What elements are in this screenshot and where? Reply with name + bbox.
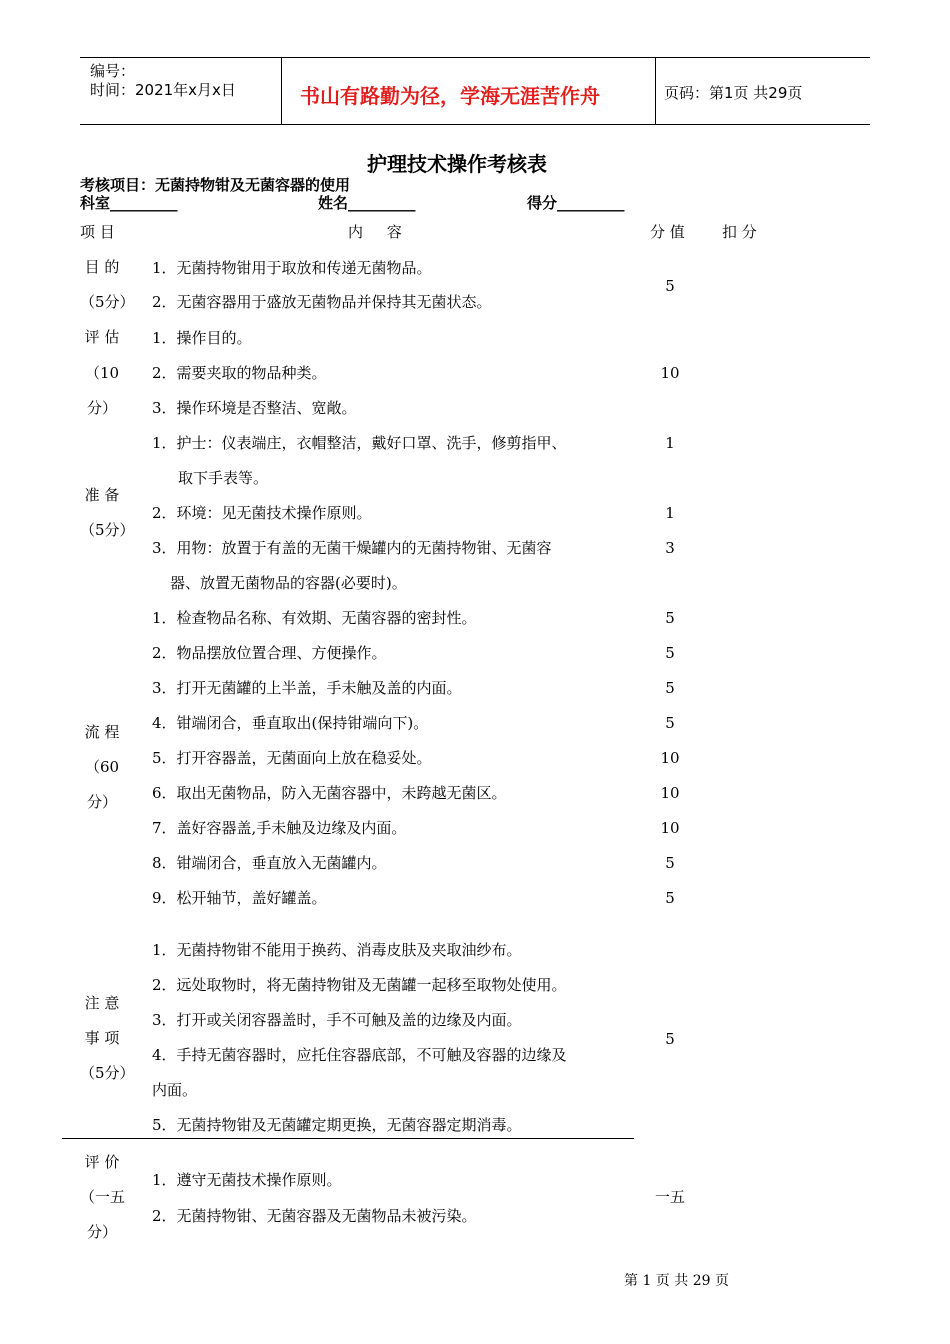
- notes-line-6: 5．无菌持物钳及无菌罐定期更换，无菌容器定期消毒。: [152, 1116, 522, 1134]
- section-divider: [62, 1138, 634, 1139]
- assess-name: 评 估: [84, 328, 120, 346]
- process-score-2: 5: [665, 644, 675, 662]
- notes-name-2: 事 项: [84, 1029, 120, 1047]
- process-name: 流 程: [84, 723, 120, 741]
- notes-name-1: 注 意: [84, 994, 120, 1012]
- process-score-8: 5: [665, 854, 675, 872]
- process-score-9: 5: [665, 889, 675, 907]
- evaluate-name: 评 价: [84, 1153, 120, 1171]
- evaluate-score: 一五: [654, 1188, 685, 1206]
- prepare-score-1: 1: [665, 434, 675, 452]
- assess-line-1: 1．操作目的。: [152, 329, 252, 347]
- process-line-5: 5．打开容器盖，无菌面向上放在稳妥处。: [152, 749, 432, 767]
- assess-points-1: （10: [84, 364, 120, 382]
- process-line-2: 2．物品摆放位置合理、方便操作。: [152, 644, 387, 662]
- doc-number-label: 编号：: [90, 62, 136, 80]
- process-line-6: 6．取出无菌物品，防入无菌容器中，未跨越无菌区。: [152, 784, 507, 802]
- project-line: 考核项目：无菌持物钳及无菌容器的使用: [80, 176, 351, 194]
- prepare-line-5: 器、放置无菌物品的容器(必要时)。: [170, 574, 407, 592]
- col-value: 分 值: [650, 223, 685, 241]
- notes-score: 5: [665, 1030, 675, 1048]
- evaluate-points-1: （一五: [80, 1188, 126, 1206]
- page-info: 页码：第1页 共29页: [664, 84, 803, 102]
- process-score-6: 10: [660, 784, 680, 802]
- dept-field: 科室_________: [80, 194, 178, 212]
- process-line-7: 7．盖好容器盖,手未触及边缘及内面。: [152, 819, 407, 837]
- prepare-points: （5分）: [80, 521, 135, 539]
- notes-line-1: 1．无菌持物钳不能用于换药、消毒皮肤及夹取油纱布。: [152, 941, 522, 959]
- prepare-name: 准 备: [84, 486, 120, 504]
- assess-line-2: 2．需要夹取的物品种类。: [152, 364, 327, 382]
- header-divider-right: [655, 57, 656, 124]
- purpose-line-1: 1．无菌持物钳用于取放和传递无菌物品。: [152, 259, 432, 277]
- prepare-line-3: 2．环境：见无菌技术操作原则。: [152, 504, 372, 522]
- process-line-1: 1．检查物品名称、有效期、无菌容器的密封性。: [152, 609, 477, 627]
- process-score-3: 5: [665, 679, 675, 697]
- process-line-4: 4．钳端闭合，垂直取出(保持钳端向下)。: [152, 714, 429, 732]
- evaluate-line-1: 1．遵守无菌技术操作原则。: [152, 1171, 342, 1189]
- purpose-name: 目 的: [84, 258, 120, 276]
- assess-points-2: 分）: [86, 399, 117, 417]
- process-score-4: 5: [665, 714, 675, 732]
- header-divider-left: [281, 57, 282, 124]
- col-item: 项 目: [80, 223, 115, 241]
- process-points-1: （60: [84, 758, 120, 776]
- prepare-score-2: 1: [665, 504, 675, 522]
- notes-points: （5分）: [80, 1064, 135, 1082]
- purpose-line-2: 2．无菌容器用于盛放无菌物品并保持其无菌状态。: [152, 293, 492, 311]
- score-field: 得分_________: [527, 194, 625, 212]
- evaluate-line-2: 2．无菌持物钳、无菌容器及无菌物品未被污染。: [152, 1207, 477, 1225]
- prepare-score-3: 3: [665, 539, 675, 557]
- notes-line-2: 2．远处取物时，将无菌持物钳及无菌罐一起移至取物处使用。: [152, 976, 567, 994]
- name-field: 姓名_________: [318, 194, 416, 212]
- process-score-1: 5: [665, 609, 675, 627]
- header-top-rule: [80, 57, 870, 58]
- process-line-9: 9．松开轴节，盖好罐盖。: [152, 889, 327, 907]
- purpose-points: （5分）: [80, 293, 135, 311]
- notes-line-3: 3．打开或关闭容器盖时，手不可触及盖的边缘及内面。: [152, 1011, 522, 1029]
- prepare-line-4: 3．用物：放置于有盖的无菌干燥罐内的无菌持物钳、无菌容: [152, 539, 552, 557]
- header-bottom-rule: [80, 124, 870, 125]
- process-line-3: 3．打开无菌罐的上半盖，手未触及盖的内面。: [152, 679, 462, 697]
- process-line-8: 8．钳端闭合，垂直放入无菌罐内。: [152, 854, 387, 872]
- prepare-line-1: 1．护士：仪表端庄，衣帽整洁，戴好口罩、洗手，修剪指甲、: [152, 434, 567, 452]
- purpose-score: 5: [665, 277, 675, 295]
- notes-line-4: 4．手持无菌容器时，应托住容器底部，不可触及容器的边缘及: [152, 1046, 567, 1064]
- prepare-line-2: 取下手表等。: [178, 469, 269, 487]
- notes-line-5: 内面。: [152, 1081, 198, 1099]
- page-title: 护理技术操作考核表: [367, 152, 547, 176]
- assess-score: 10: [660, 364, 680, 382]
- process-score-5: 10: [660, 749, 680, 767]
- process-points-2: 分）: [86, 793, 117, 811]
- assess-line-3: 3．操作环境是否整洁、宽敞。: [152, 399, 357, 417]
- evaluate-points-2: 分）: [86, 1223, 117, 1241]
- col-deduct: 扣 分: [722, 223, 757, 241]
- doc-time: 时间：2021年x月x日: [90, 81, 236, 99]
- process-score-7: 10: [660, 819, 680, 837]
- motto: 书山有路勤为径，学海无涯苦作舟: [300, 84, 600, 108]
- col-content: 内 容: [348, 223, 402, 241]
- page-footer: 第 1 页 共 29 页: [624, 1273, 729, 1289]
